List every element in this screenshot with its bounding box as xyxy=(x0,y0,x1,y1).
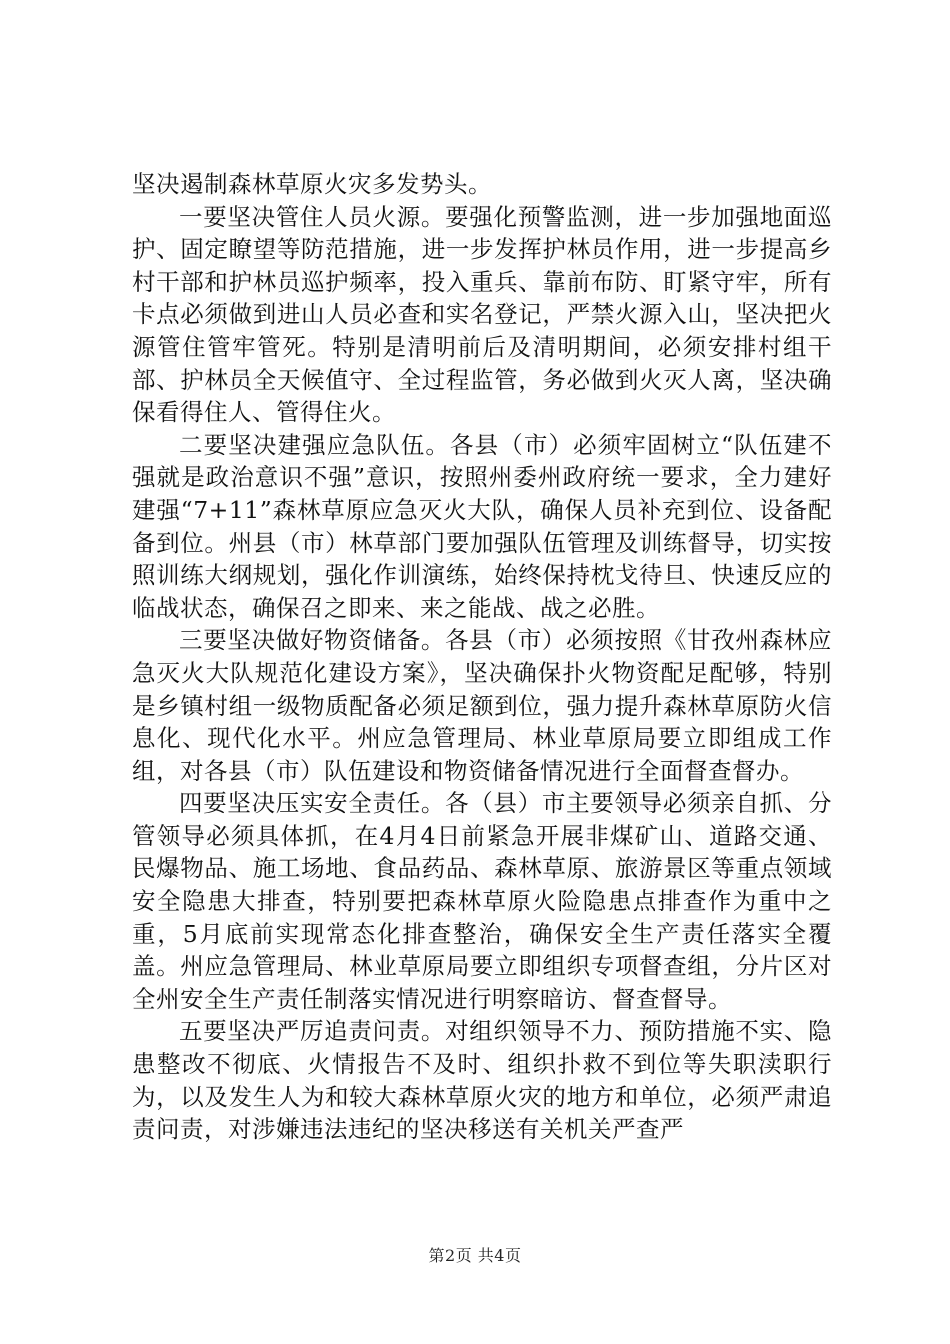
paragraph-item-3: 三要坚决做好物资储备。各县（市）必须按照《甘孜州森林应急灭火大队规范化建设方案》，坚决确保扑火物资配足配够，特别是乡镇村组一级物质配备必须足额到位，强力提升森林草原防火信息化、现代化水平。州应急管理局、林业草原局要立即组成工作组，对各县（市）队伍建设和物资储备情况进行全面督查督办。 xyxy=(132,626,832,785)
paragraph-continuation: 坚决遏制森林草原火灾多发势头。 xyxy=(132,170,492,198)
paragraph-item-5: 五要坚决严厉追责问责。对组织领导不力、预防措施不实、隐患整改不彻底、火情报告不及时、组织扑救不到位等失职渎职行为，以及发生人为和较大森林草原火灾的地方和单位，必须严肃追责问责，对涉嫌违法违纪的坚决移送有关机关严查严 xyxy=(132,1017,832,1144)
document-body xyxy=(132,168,832,1146)
paragraph-item-4: 四要坚决压实安全责任。各（县）市主要领导必须亲自抓、分管领导必须具体抓，在4月4日前紧急开展非煤矿山、道路交通、民爆物品、施工场地、食品药品、森林草原、旅游景区等重点领域安全隐患大排查，特别要把森林草原火险隐患点排查作为重中之重，5月底前实现常态化排查整治，确保安全生产责任落实全覆盖。州应急管理局、林业草原局要立即组织专项督查组，分片区对全州安全生产责任制落实情况进行明察暗访、督查督导。 xyxy=(132,789,832,1013)
paragraph-item-1: 一要坚决管住人员火源。要强化预警监测，进一步加强地面巡护、固定瞭望等防范措施，进一步发挥护林员作用，进一步提高乡村干部和护林员巡护频率，投入重兵、靠前布防、盯紧守牢，所有卡点必须做到进山人员必查和实名登记，严禁火源入山，坚决把火源管住管牢管死。特别是清明前后及清明期间，必须安排村组干部、护林员全天候值守、全过程监管，务必做到火灭人离，坚决确保看得住人、管得住火。 xyxy=(132,202,832,427)
paragraph-item-2: 二要坚决建强应急队伍。各县（市）必须牢固树立“队伍建不强就是政治意识不强”意识，按照州委州政府统一要求，全力建好建强“7+11”森林草原应急灭火大队，确保人员补充到位、设备配备到位。州县（市）林草部门要加强队伍管理及训练督导，切实按照训练大纲规划，强化作训演练，始终保持枕戈待旦、快速反应的临战状态，确保召之即来、来之能战、战之必胜。 xyxy=(132,430,832,622)
page-footer: 第2页 共4页 xyxy=(428,1246,522,1265)
